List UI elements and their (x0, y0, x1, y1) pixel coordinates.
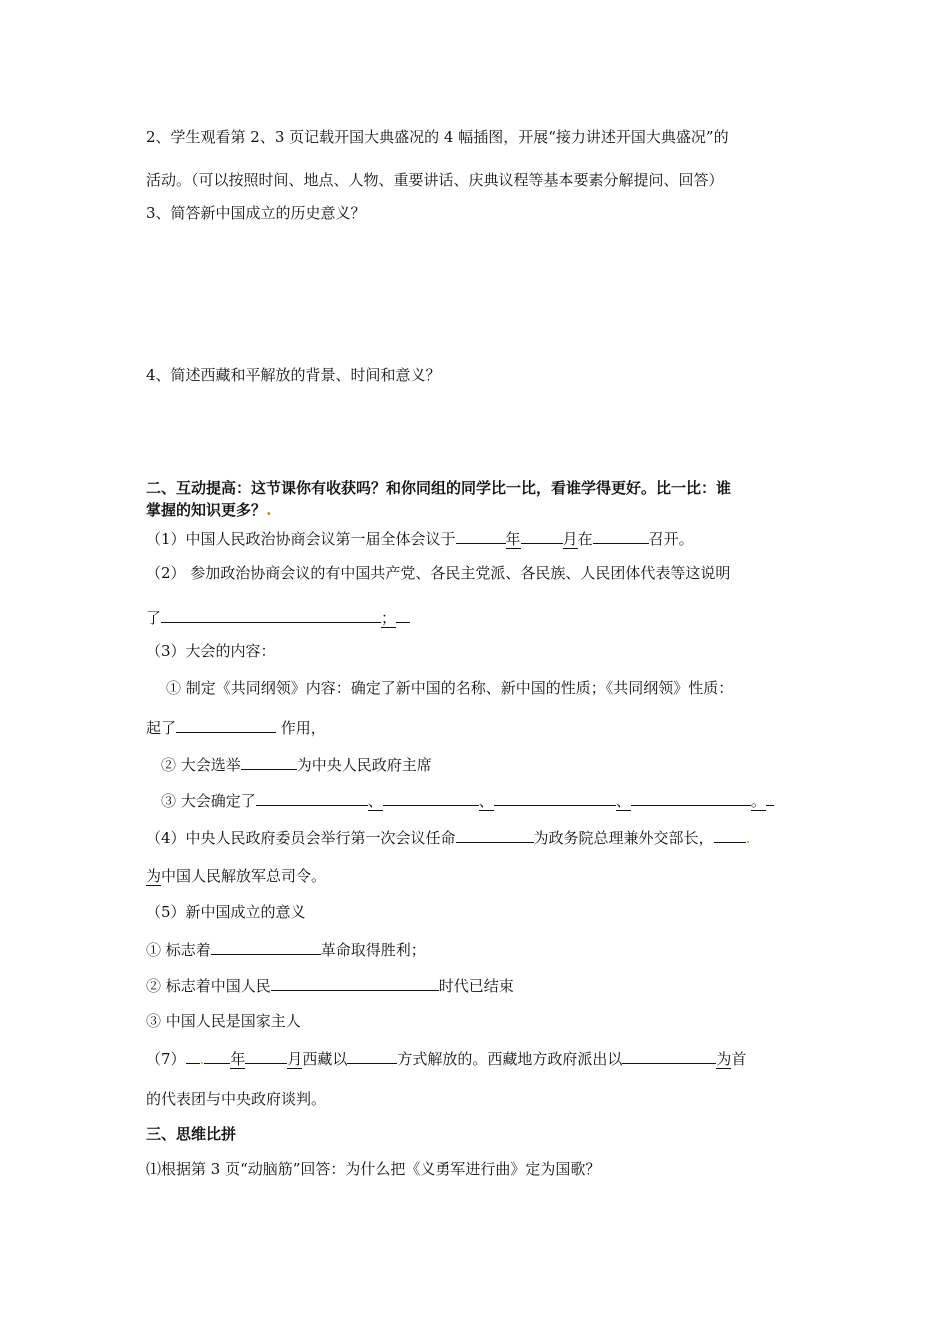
item-4-line-1: （4）中央人民政府委员会举行第一次会议任命 为政务院总理兼外交部长， . (146, 826, 750, 848)
item-1: （1）中国人民政治协商会议第一届全体会议于 年 月在 召开。 (146, 527, 694, 549)
blank-7-start[interactable] (186, 1047, 200, 1064)
blank-explanation[interactable] (161, 606, 381, 623)
question-2-line-2: 活动。（可以按照时间、地点、人物、重要讲话、庆典议程等基本要素分解提问、回答） (146, 171, 724, 189)
blank-tibet-year[interactable] (204, 1047, 230, 1064)
item-5-c: ③ 中国人民是国家主人 (146, 1012, 301, 1030)
blank-place[interactable] (593, 527, 649, 544)
item-3-c: ③ 大会确定了 、 、 、 。 (161, 789, 774, 811)
item-7-line-2: 的代表团与中央政府谈判。 (146, 1090, 327, 1108)
blank-decision-2[interactable] (383, 789, 479, 806)
underline-tail (766, 789, 774, 806)
section-3-heading: 三、思维比拼 (146, 1125, 237, 1143)
item-3-a-line-1: ① 制定《共同纲领》内容：确定了新中国的名称、新中国的性质；《共同纲领》性质： (166, 679, 734, 697)
section-2-heading-line-1: 二、互动提高：这节课你有收获吗？和你同组的同学比一比，看谁学得更好。比一比：谁 (146, 479, 732, 497)
blank-decision-1[interactable] (256, 789, 368, 806)
item-2-line-2: 了 ； (146, 606, 410, 628)
blank-commander[interactable] (714, 826, 746, 843)
section-3-question-1: ⑴根据第 3 页“动脑筋”回答：为什么把《义勇军进行曲》定为国歌？ (146, 1160, 601, 1178)
item-5-a: ① 标志着 革命取得胜利； (146, 938, 426, 960)
item-3-title: （3）大会的内容： (146, 642, 276, 660)
blank-year[interactable] (456, 527, 506, 544)
question-2-line-1: 2、学生观看第 2、3 页记载开国大典盛况的 4 幅插图，开展“接力讲述开国大典盛况”的 (146, 128, 729, 146)
blank-era[interactable] (271, 974, 439, 991)
item-7-line-1: （7） . 年 月西藏以 方式解放的。西藏地方政府派出以 为首 (146, 1047, 746, 1069)
blank-revolution[interactable] (211, 938, 321, 955)
blank-decision-3[interactable] (494, 789, 616, 806)
blank-delegate[interactable] (622, 1047, 716, 1064)
underline-tail (396, 606, 410, 623)
item-2-line-1: （2） 参加政治协商会议的有中国共产党、各民主党派、各民族、人民团体代表等这说明 (146, 564, 731, 582)
question-3: 3、简答新中国成立的历史意义？ (146, 204, 366, 222)
blank-tibet-month[interactable] (245, 1047, 287, 1064)
item-4-line-2: 为中国人民解放军总司令。 (146, 867, 327, 885)
section-2-heading-line-2: 掌握的知识更多？. (146, 501, 272, 519)
item-3-b: ② 大会选举 为中央人民政府主席 (161, 753, 432, 775)
blank-role[interactable] (176, 716, 276, 733)
item-3-a-line-2: 起了 作用， (146, 716, 326, 738)
question-4: 4、简述西藏和平解放的背景、时间和意义？ (146, 366, 441, 384)
blank-chairman[interactable] (241, 753, 297, 770)
blank-premier[interactable] (456, 826, 534, 843)
item-5-title: （5）新中国成立的意义 (146, 903, 306, 921)
blank-decision-4[interactable] (631, 789, 751, 806)
blank-method[interactable] (347, 1047, 397, 1064)
blank-month[interactable] (521, 527, 563, 544)
item-5-b: ② 标志着中国人民 时代已结束 (146, 974, 514, 996)
